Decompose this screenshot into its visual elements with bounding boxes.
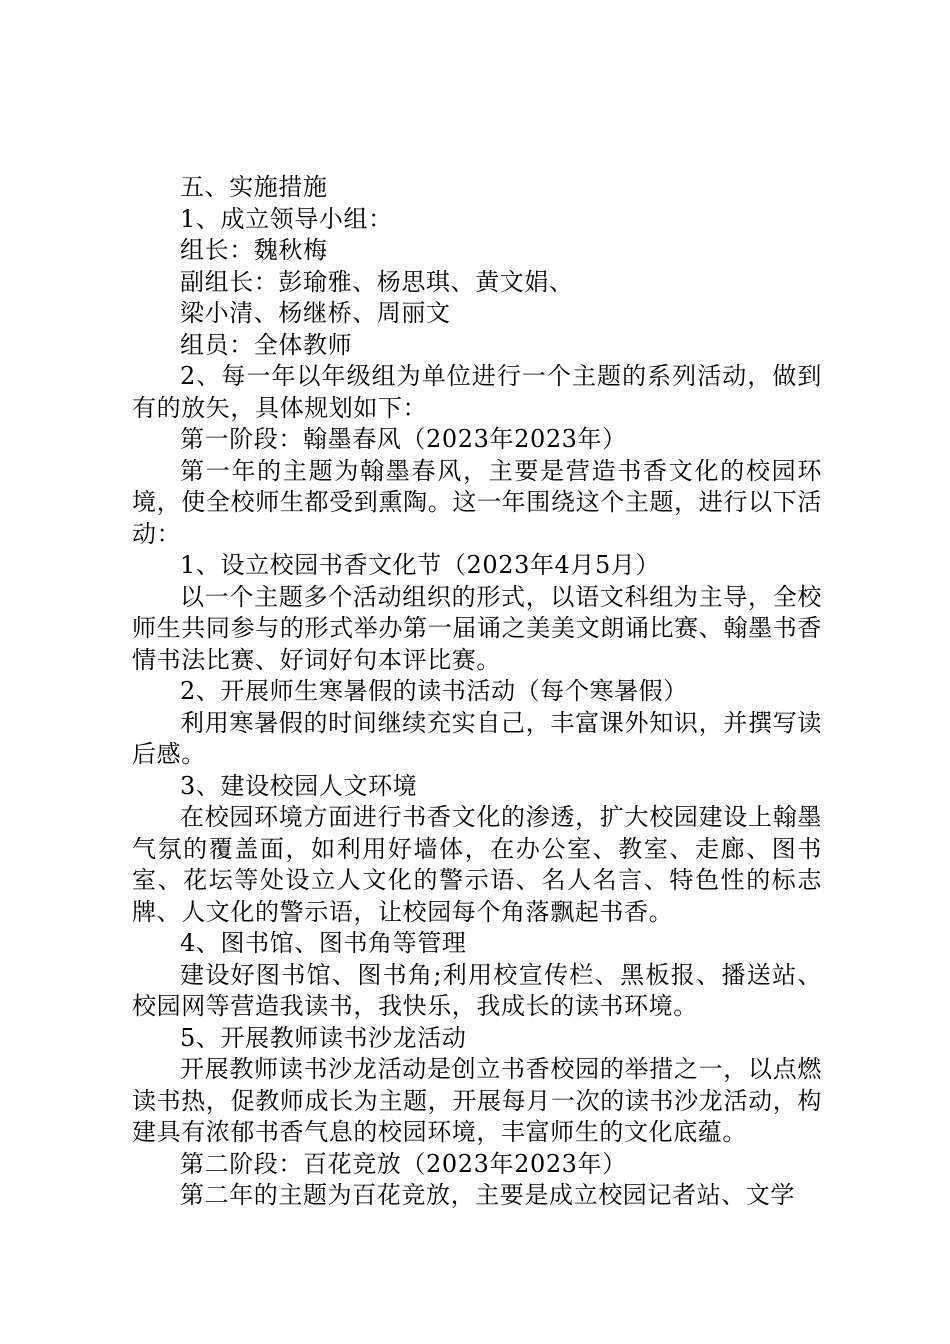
paragraph: 第二年的主题为百花竞放，主要是成立校园记者站、文学 [180, 1181, 795, 1209]
stage-heading: 第二阶段：百花竞放（2023年2023年） [180, 1149, 627, 1178]
activity-heading: 2、开展师生寒暑假的读书活动（每个寒暑假） [180, 677, 688, 705]
paragraph: 组员：全体教师 [180, 330, 353, 359]
paragraph: 利用寒暑假的时间继续充实自己，丰富课外知识，并撰写读后感。 [132, 708, 822, 768]
stage-heading: 第一阶段：翰墨春风（2023年2023年） [180, 425, 627, 453]
paragraph: 开展教师读书沙龙活动是创立书香校园的举措之一，以点燃读书热，促教师成长为主题，开展每月一次的读书沙龙活动，构建具有浓郁书香气息的校园环境，丰富师生的文化底蕴。 [132, 1055, 822, 1146]
activity-heading: 3、建设校园人文环境 [180, 771, 418, 800]
activity-heading: 1、设立校园书香文化节（2023年4月5月） [180, 551, 661, 579]
section-heading: 五、实施措施 [180, 173, 328, 201]
subsection-heading: 1、成立领导小组： [180, 204, 393, 233]
paragraph: 建设好图书馆、图书角;利用校宣传栏、黑板报、播送站、校园网等营造我读书，我快乐，我成长的读书环境。 [132, 960, 822, 1020]
activity-heading: 4、图书馆、图书角等管理 [180, 929, 467, 957]
paragraph: 以一个主题多个活动组织的形式，以语文科组为主导，全校师生共同参与的形式举办第一届诵之美美文朗诵比赛、翰墨书香情书法比赛、好词好句本评比赛。 [132, 582, 822, 674]
activity-heading: 5、开展教师读书沙龙活动 [180, 1023, 467, 1052]
paragraph: 副组长：彭瑜雅、杨思琪、黄文娟、 [180, 267, 574, 296]
paragraph: 组长：魏秋梅 [180, 236, 328, 264]
paragraph: 在校园环境方面进行书香文化的渗透，扩大校园建设上翰墨气氛的覆盖面，如利用好墙体，在办公室、教室、走廊、图书室、花坛等处设立人文化的警示语、名人名言、特色性的标志牌、人文化的警示语，让校园每个角落飘起书香。 [132, 803, 822, 926]
paragraph: 2、每一年以年级组为单位进行一个主题的系列活动，做到有的放矢，具体规划如下： [132, 362, 822, 422]
document-page [132, 172, 822, 1212]
paragraph: 第一年的主题为翰墨春风，主要是营造书香文化的校园环境，使全校师生都受到熏陶。这一年围绕这个主题，进行以下活动： [132, 456, 822, 548]
paragraph: 梁小清、杨继桥、周丽文 [180, 299, 451, 327]
